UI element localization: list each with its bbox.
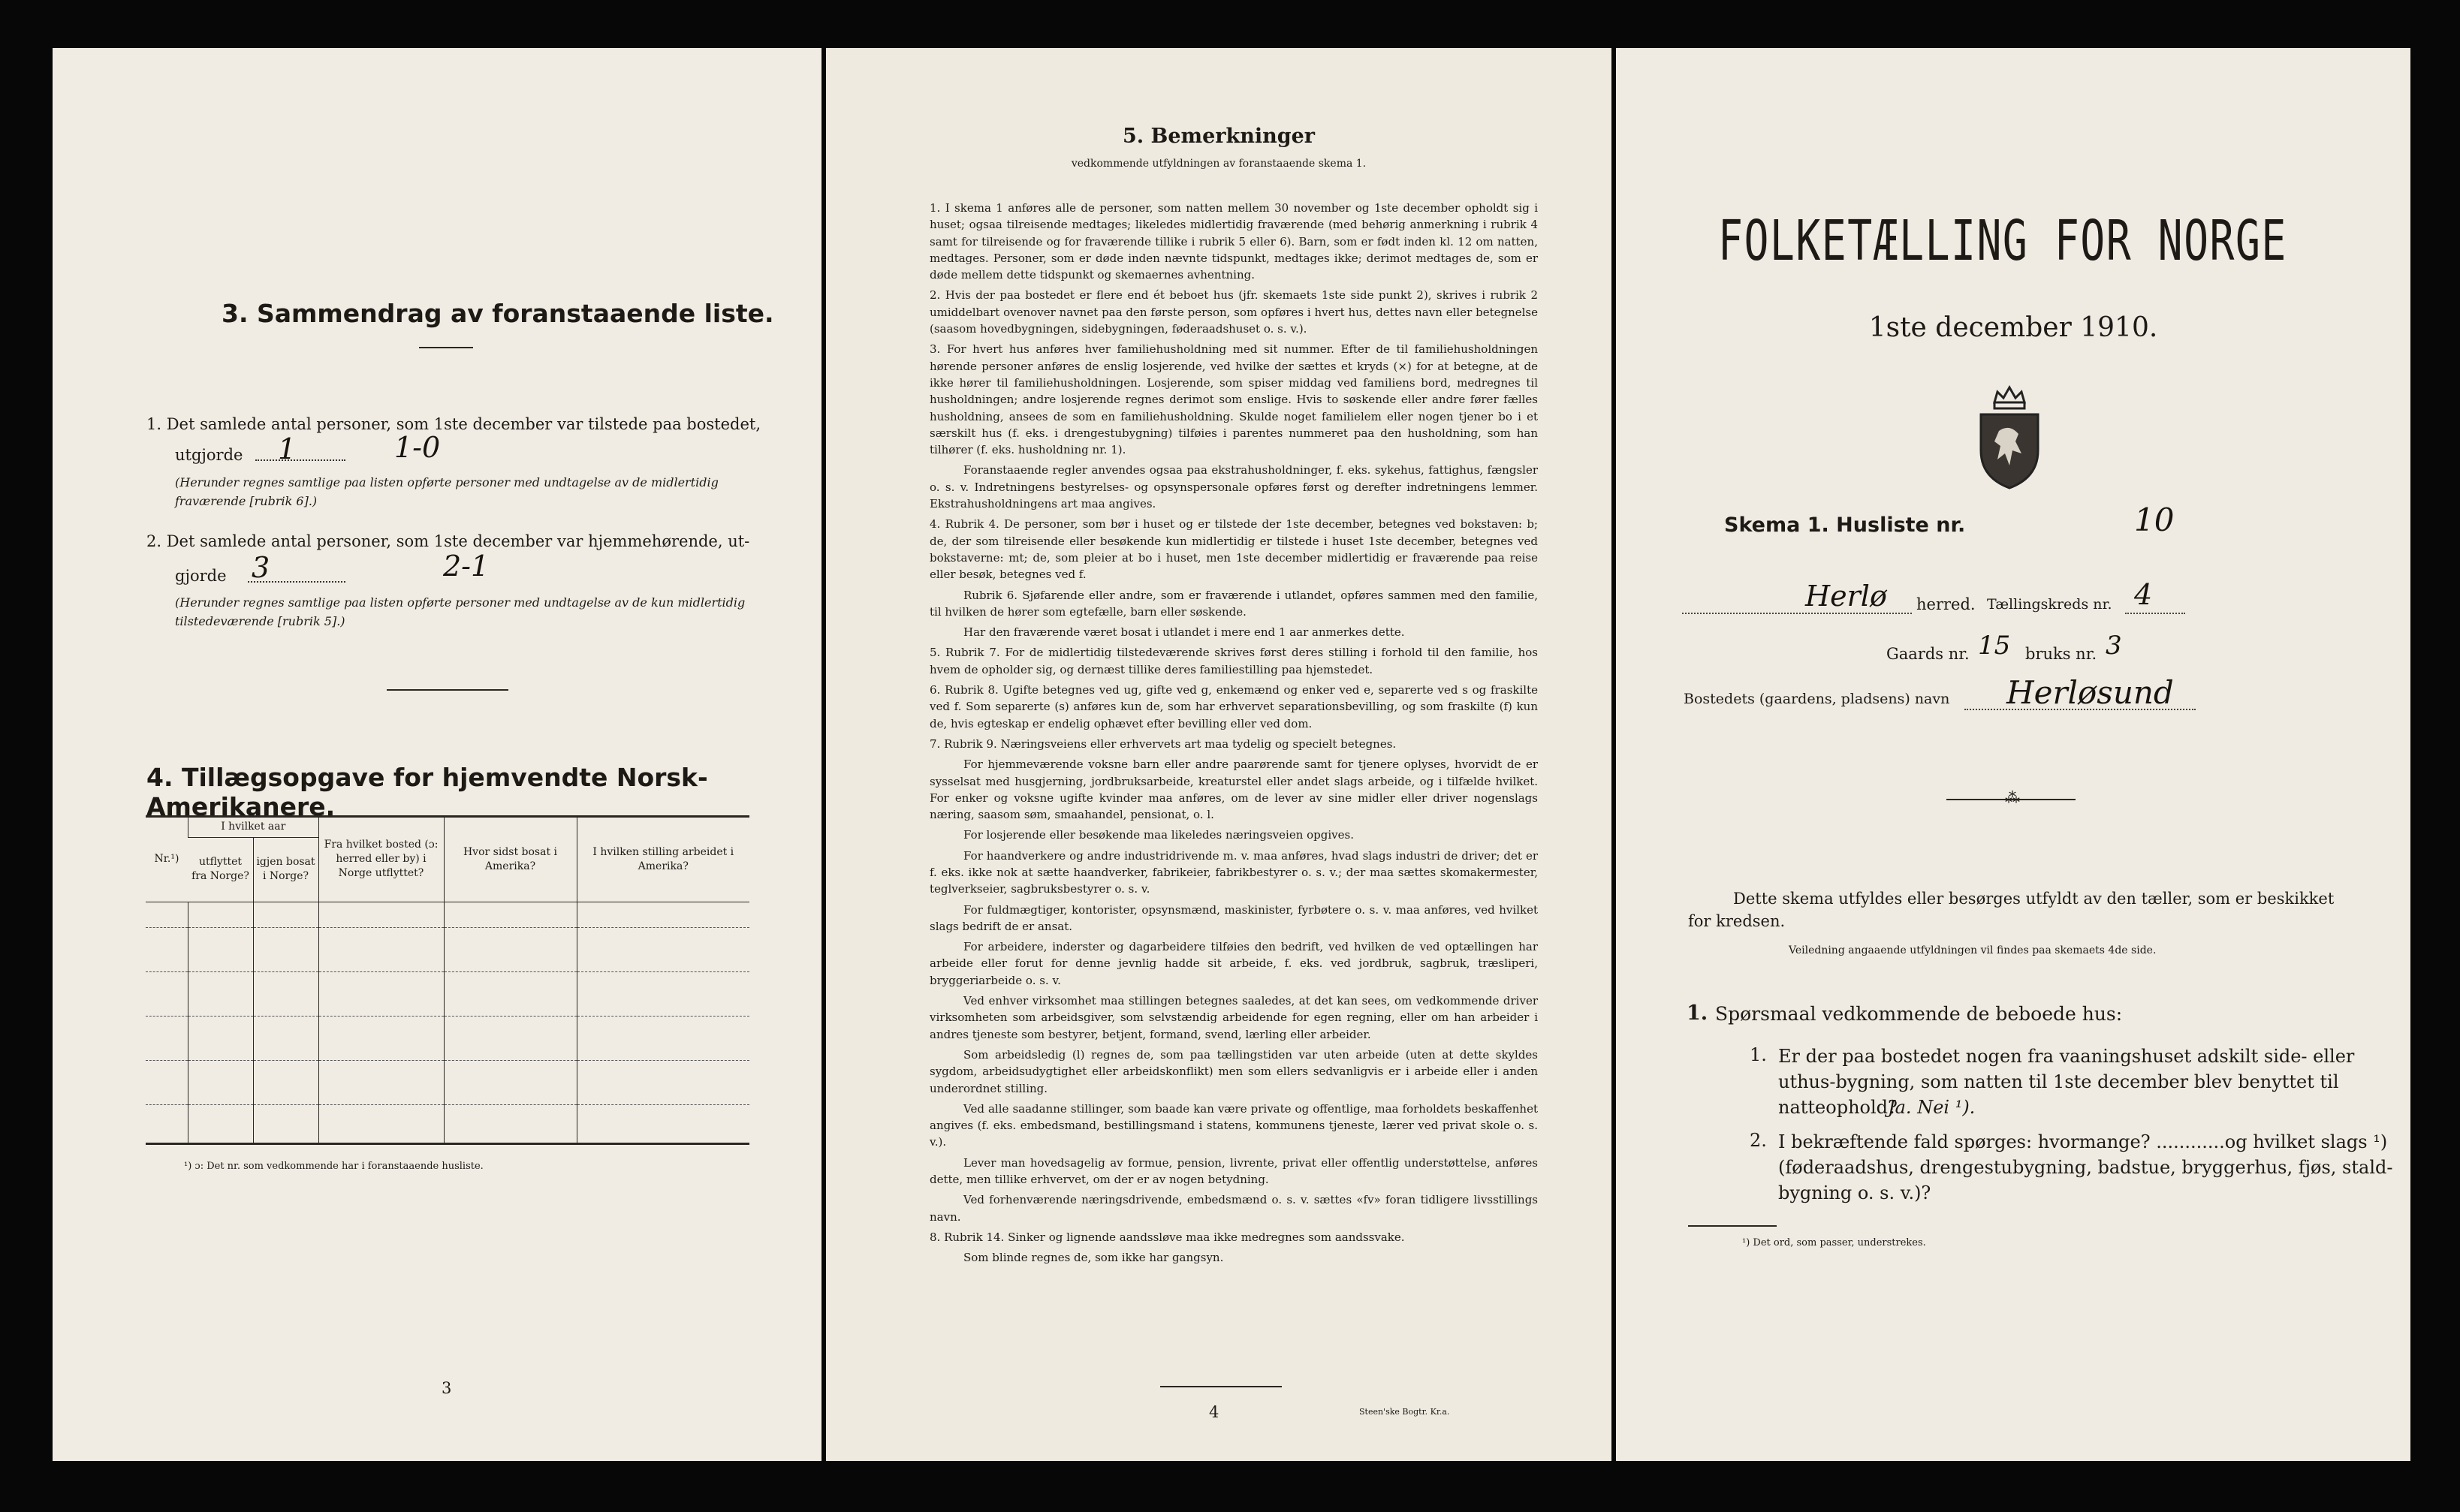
census-title: FOLKETÆLLING FOR NORGE [1718,209,2287,273]
col-nr: Nr.¹) [146,818,188,902]
table-cell [444,1017,577,1060]
left-page [53,48,822,1461]
table-cell [188,928,254,971]
note: 5. Rubrik 7. For de midlertidig tilstedeværende skrives først deres stilling i forhold til den familie, hos hvem de opholder sig, og dernæst tillike deres familiestilling paa hjemstedet. [930,646,1538,676]
table-cell [444,902,577,927]
table-cell [577,1061,749,1104]
table-cell [253,902,318,927]
husliste-nr: 10 [2134,501,2175,538]
col-stilling: I hvilken stilling arbeidet i Amerika? [577,818,749,902]
instruction-text: Dette skema utfyldes eller besørges utfyldt av den tæller, som er beskikket for kredsen. [1688,890,2335,930]
note: 2. Hvis der paa bostedet er flere end ét beboet hus (jfr. skemaets 1ste side punkt 2), skrives i rubrik 2 umiddelbart ovenover navnet paa den første person, som opføres i hvert hus, dettes navn eller betegnelse (saasom hovedbygningen, sidebygningen, føderaadshuset o. s. v.). [930,288,1538,336]
section-4-title: 4. Tillægsopgave for hjemvendte Norsk-Amerikanere. [146,763,708,821]
census-date: 1ste december 1910. [1868,312,2158,343]
table-cell [253,1105,318,1143]
table-cell [188,1105,254,1143]
note: Ved forhenværende næringsdrivende, embedsmænd o. s. v. sættes «fv» foran tidligere livsstillings navn. [930,1193,1538,1224]
q1-line-3: natteophold? [1778,1097,1898,1118]
q2-line-3: bygning o. s. v.)? [1778,1182,1931,1203]
coat-of-arms-icon [1972,381,2047,491]
divider [1688,1225,1777,1227]
table-cell [253,1061,318,1104]
note: 6. Rubrik 8. Ugifte betegnes ved ug, gifte ved g, enkemænd og enker ved e, separerte ved s og fraskilte ved f. Som separerte (s) anføres kun de, som har erhvervet separationsbevilling, og som fraskilte (f) kun de, hvis egteskap er endelig ophævet efter bevilling eller ved dom. [930,683,1538,730]
note: 3. For hvert hus anføres hver familiehusholdning med sit nummer. Efter de til familiehusholdningen hørende personer anføres de enslig losjerende, ved hvilke der sættes et kryds (×) for at betegne, at de ikke hører til familiehusholdningen. Losjerende, som spiser middag ved familiens bord, medregnes til husholdningen; andre losjerende regnes derimot som enslige. Hvis to søskende eller andre fører fælles husholdning, ansees de som en familiehusholdning. Skulde noget familielem eller nogen tjener bo i et særskilt hus (f. eks. i drengestubygning) tilføies i parentes nummeret paa den husholdning, som han tilhører (f. eks. husholdning nr. 1). [930,342,1538,457]
col-fra-bosted: Fra hvilket bosted (ɔ: herred eller by) i Norge utflyttet? [318,818,444,902]
col-utflyttet: utflyttet fra Norge? [188,837,254,902]
note: For fuldmægtiger, kontorister, opsynsmænd, maskinister, fyrbøtere o. s. v. maa anføres, ved hvilket slags bedrift de er ansat. [930,902,1538,933]
table-cell [146,1017,188,1060]
divider [1160,1386,1282,1387]
bosted-value: Herløsund [2006,674,2174,711]
remarks-subtitle: vedkommende utfyldningen av foranstaaende skema 1. [1071,158,1367,170]
table-cell [188,1017,254,1060]
herred-value: Herlø [1805,580,1887,613]
table-cell [318,1017,444,1060]
item-2-utgjorde: gjorde [175,567,227,585]
gaards-label: Gaards nr. [1886,645,1970,663]
table-cell [577,1105,749,1143]
divider [419,347,473,348]
herred-label: herred. [1916,595,1976,613]
table-cell [444,928,577,971]
page-number: 4 [1209,1403,1219,1421]
remarks-list [930,200,1538,1270]
table-cell [318,902,444,927]
table-cell [146,1061,188,1104]
herred-line [1682,613,1912,614]
table-cell [253,1017,318,1060]
q1-number: 1. [1750,1044,1767,1065]
remarks-title: 5. Bemerkninger [1122,125,1316,148]
table-cell [444,972,577,1016]
table-cell [444,1061,577,1104]
q2-line-2: (føderaadshus, drengestubygning, badstue, bryggerhus, fjøs, stald- [1778,1157,2393,1178]
bruks-label: bruks nr. [2025,645,2097,663]
note: Som blinde regnes de, som ikke har gangsyn. [963,1251,1224,1265]
note: Lever man hovedsagelig av formue, pension, livrente, privat eller offentlig understøttelse, anføres dette, men tillike erhvervet, om der er av nogen betydning. [930,1155,1538,1187]
item-2-note: (Herunder regnes samtlige paa listen opførte personer med undtagelse av de kun midlertidig tilstedeværende [rubrik 5].) [175,595,746,628]
col-igjen: igjen bosat i Norge? [253,837,318,902]
note: Rubrik 6. Sjøfarende eller andre, som er fraværende i utlandet, opføres sammen med den familie, til hvilken de hører som egtefælle, barn eller søskende. [930,588,1538,619]
note: For haandverkere og andre industridrivende m. v. maa anføres, hvad slags industri de driver; det er f. eks. ikke nok at sætte haandverker, fabrikeier, fabrikbestyrer o. s. v.; der maa sættes skomakermester, teglverkseier, sagbruksbestyrer o. s. v. [930,848,1538,896]
table-cell [146,928,188,971]
note: 1. I skema 1 anføres alle de personer, som natten mellem 30 november og 1ste december opholdt sig i huset; ogsaa tilreisende medtages; likeledes midlertidig fraværende (med behørig anmerkning i rubrik 4 samt for tilreisende og for fraværende tillike i rubrik 5 eller 6). Barn, som er født inden kl. 12 om natten, medtages. Personer, som er døde inden nævnte tidspunkt, medtages ikke; derimot medtages de, som er døde mellem dette tidspunkt og skemaernes avhentning. [930,201,1538,282]
note: Ved enhver virksomhet maa stillingen betegnes saaledes, at det kan sees, om vedkommende driver virksomheten som arbeidsgiver, som selvstændig arbeidende for egen regning, eller om han arbeider i andres tjeneste som bestyrer, betjent, formand, svend, lærling eller arbeider. [930,994,1538,1041]
note: For arbeidere, inderster og dagarbeidere tilføies den bedrift, ved hvilken de ved optællingen har arbeide eller forut for denne jevnlig hadde sit arbeide, f. eks. ved jordbruk, sagbruk, træsliperi, bryggeriarbeide o. s. v. [930,940,1538,987]
item-1-handwritten: 1-0 [394,431,441,464]
page-number: 3 [442,1379,452,1397]
item-1-line [255,459,345,461]
veiledning-text: Veiledning angaaende utfyldningen vil findes paa skemaets 4de side. [1789,944,2157,956]
table-cell [577,902,749,927]
item-2-text: 2. Det samlede antal personer, som 1ste december var hjemmehørende, ut- [146,532,750,550]
printer-mark: Steen'ske Bogtr. Kr.a. [1359,1407,1450,1417]
table-cell [577,972,749,1016]
note: Ved alle saadanne stillinger, som baade kan være private og offentlige, maa forholdets beskaffenhet angives (f. eks. embedsmand, bestillingsmand i statens, kommunens tjeneste, lærer ved privat skole o. s. v.). [930,1101,1538,1149]
table-cell [577,928,749,971]
q1-line-2: uthus-bygning, som natten til 1ste december blev benyttet til [1778,1071,2339,1092]
skema-label: Skema 1. Husliste nr. [1724,514,1966,537]
q1-answer: Ja. Nei ¹). [1888,1097,1976,1118]
item-1-text: 1. Det samlede antal personer, som 1ste december var tilstede paa bostedet, [146,415,761,433]
note: Har den fraværende været bosat i utlandet i mere end 1 aar anmerkes dette. [963,625,1405,640]
col-sidst-bosat: Hvor sidst bosat i Amerika? [444,818,577,902]
note: Foranstaaende regler anvendes ogsaa paa ekstrahusholdninger, f. eks. sykehus, fattighus, fængsler o. s. v. Indretningens bestyrelses- og opsynspersonale opføres først og derefter indretningens lemmer. Ekstrahusholdningens art maa angives. [930,463,1538,511]
questions-number: 1. [1687,1001,1708,1025]
ornament-icon: ⁂ [2005,788,2020,806]
table-cell [444,1105,577,1143]
item-1-value: 1 [278,432,297,465]
table-cell [146,902,188,927]
table-cell [318,928,444,971]
note: 4. Rubrik 4. De personer, som bør i huset og er tilstede der 1ste december, betegnes ved bokstaven: b; de, der som tilreisende eller besøkende kun midlertidig er tilstede i huset 1ste december, betegnes ved bokstaverne: mt; de, som pleier at bo i huset, men 1ste december midlertidig er fraværende paa reise eller besøk, betegnes ved f. [930,517,1538,582]
divider [387,689,508,691]
kreds-value: 4 [2134,578,2153,611]
item-2-value: 3 [252,551,270,584]
table-cell [146,972,188,1016]
item-2-handwritten: 2-1 [443,550,490,583]
table-cell [146,1105,188,1143]
kreds-line [2125,613,2185,614]
table-cell [188,1061,254,1104]
q2-line-1: I bekræftende fald spørges: hvormange? ............og hvilket slags ¹) [1778,1131,2388,1152]
note: For hjemmeværende voksne barn eller andre paarørende samt for tjenere oplyses, hvorvidt de er sysselsat med husgjerning, jordbruksarbeide, kreaturstel eller andet slags arbeide, og i tilfælde hvilket. For enker og voksne ugifte kvinder maa anføres, om de lever av sine midler eller driver nogenslags næring, saasom søm, smaahandel, pensionat, o. l. [930,758,1538,822]
table-cell [318,972,444,1016]
q2-number: 2. [1750,1130,1767,1151]
norsk-amerikanere-table [146,815,749,1145]
q1-line-1: Er der paa bostedet nogen fra vaaningshuset adskilt side- eller [1778,1046,2355,1067]
page3-footnote: ¹) Det ord, som passer, understrekes. [1742,1237,1926,1248]
table-cell [188,902,254,927]
table-footnote: ¹) ɔ: Det nr. som vedkommende har i foranstaaende husliste. [184,1161,484,1172]
table-cell [253,972,318,1016]
note: For losjerende eller besøkende maa likeledes næringsveien opgives. [963,828,1354,842]
table-cell [188,972,254,1016]
table-cell [577,1017,749,1060]
middle-page [826,48,1611,1461]
col-group-aar: I hvilket aar [188,818,319,837]
gaards-value: 15 [1978,631,2011,661]
kreds-label: Tællingskreds nr. [1987,596,2112,613]
item-1-note: (Herunder regnes samtlige paa listen opførte personer med undtagelse av de midlertidig fraværende [rubrik 6].) [175,475,719,508]
table-cell [318,1061,444,1104]
note: 8. Rubrik 14. Sinker og lignende aandssløve maa ikke medregnes som aandssvake. [930,1230,1405,1244]
bosted-label: Bostedets (gaardens, pladsens) navn [1684,691,1950,707]
section-3-title: 3. Sammendrag av foranstaaende liste. [222,299,774,328]
item-1-utgjorde: utgjorde [175,446,243,464]
note: 7. Rubrik 9. Næringsveiens eller erhvervets art maa tydelig og specielt betegnes. [930,736,1397,751]
table-cell [253,928,318,971]
questions-header: Spørsmaal vedkommende de beboede hus: [1715,1003,2123,1025]
bruks-value: 3 [2106,631,2122,661]
right-page [1616,48,2410,1461]
table-cell [318,1105,444,1143]
note: Som arbeidsledig (l) regnes de, som paa tællingstiden var uten arbeide (uten at dette skyldes sygdom, arbeidsudygtighet eller arbeidskonflikt) men som ellers sedvanligvis er i arbeide eller i anden underordnet stilling. [930,1047,1538,1095]
